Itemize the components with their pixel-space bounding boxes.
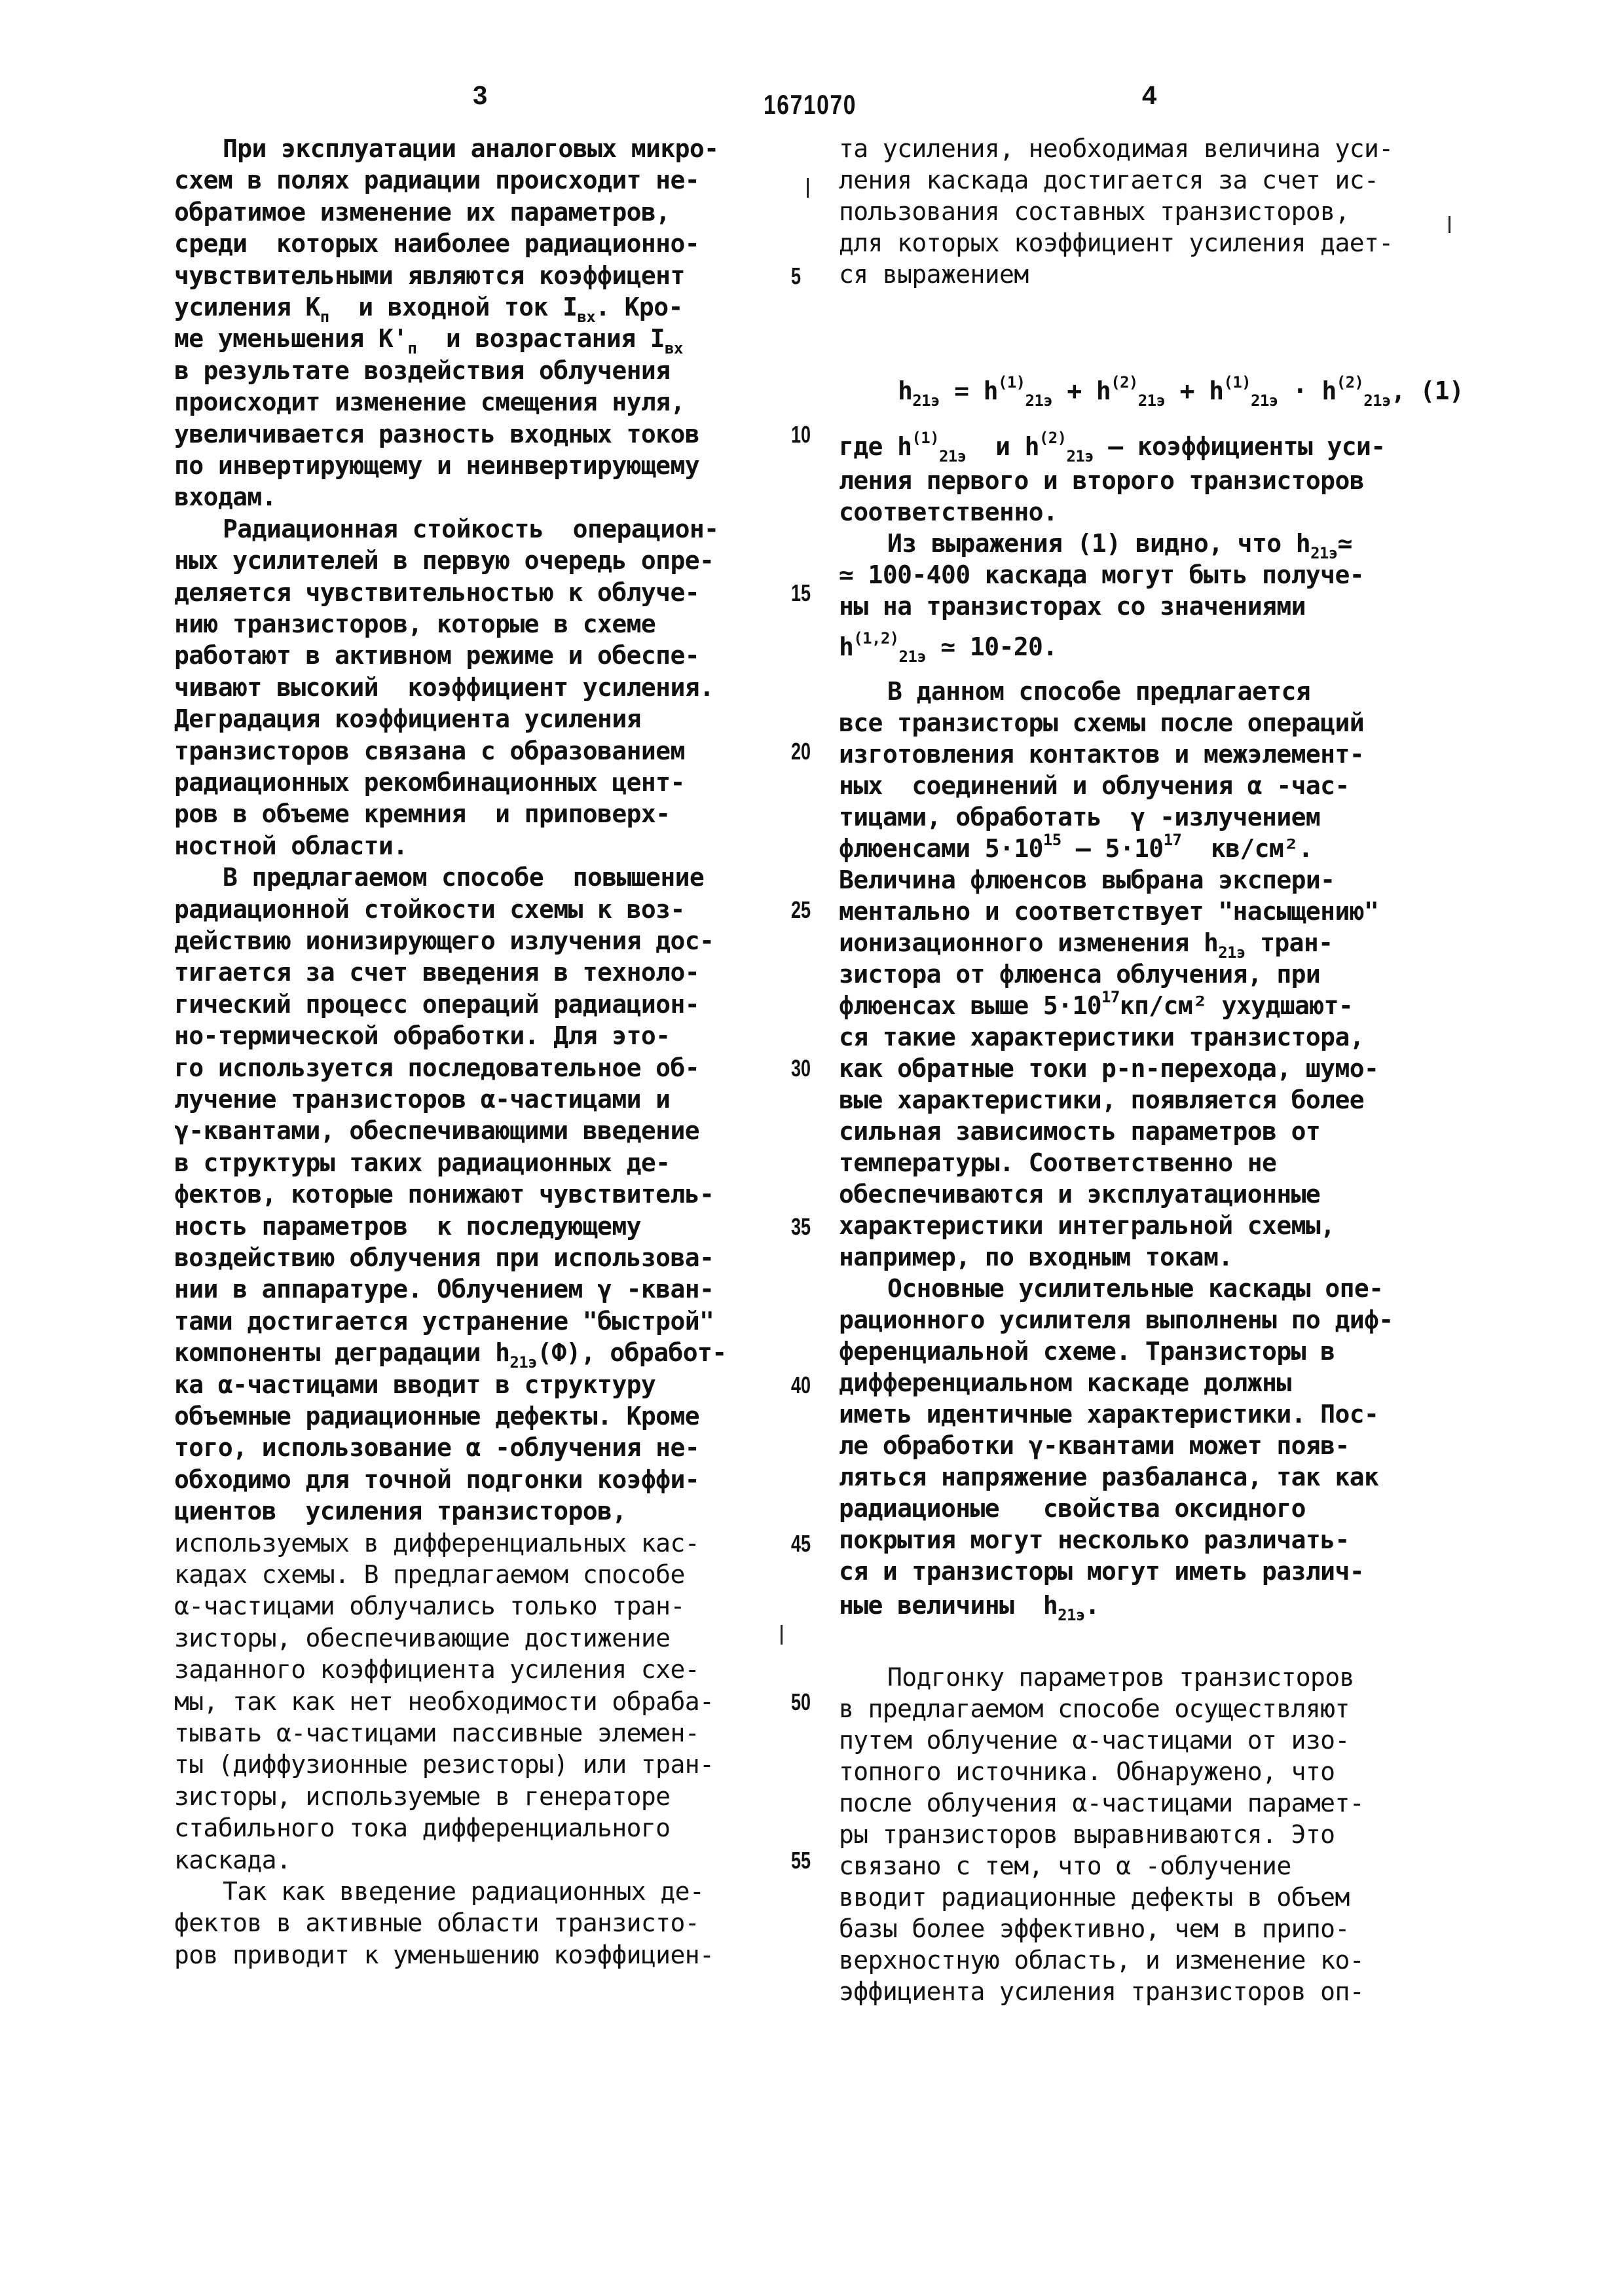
text-line: иметь идентичные характеристики. Пос-	[839, 1400, 1378, 1429]
text-line: обходимо для точной подгонки коэффи-	[174, 1465, 699, 1494]
text-segment: h	[898, 376, 912, 405]
text-line: гический процесс операций радиацион-	[174, 990, 699, 1019]
text-segment: кп/см² ухудшают-	[1120, 991, 1353, 1020]
text-line: го используется последовательное об-	[174, 1053, 699, 1082]
text-line: транзисторов связана с образованием	[174, 737, 685, 765]
text-segment: ные величины h	[839, 1591, 1058, 1620]
text-line	[839, 834, 1313, 863]
text-line: Радиационная стойкость операцион-	[223, 515, 718, 543]
text-line: ле обработки γ-квантами может появ-	[839, 1431, 1350, 1460]
text-segment: Из выражения (1) видно, что h	[887, 529, 1310, 558]
page-number-left: 3	[473, 81, 488, 111]
text-line	[887, 529, 1352, 558]
text-line: фектов, которые понижают чувствитель-	[174, 1180, 714, 1209]
subscript: 21э	[1138, 392, 1166, 410]
line-number: 10	[791, 421, 811, 448]
text-line: дифференциальном каскаде должны	[839, 1368, 1291, 1397]
text-segment: флюенсах выше 5·10	[839, 991, 1101, 1020]
text-segment: ≃ 10-20.	[926, 632, 1058, 661]
text-line: работают в активном режиме и обеспе-	[174, 641, 699, 670]
margin-mark	[1449, 216, 1450, 233]
superscript: (1)	[998, 373, 1025, 392]
text-line: лучение транзисторов α-частицами и	[174, 1085, 670, 1114]
text-line: воздействию облучения при использова-	[174, 1243, 714, 1272]
line-number: 45	[791, 1530, 811, 1558]
text-line: используемых в дифференциальных кас-	[174, 1529, 699, 1558]
text-line: ров приводит к уменьшению коэффициен-	[174, 1941, 714, 1969]
text-line	[839, 991, 1353, 1020]
text-line: действию ионизирующего излучения дос-	[174, 926, 714, 955]
text-segment: кв/см².	[1181, 834, 1313, 863]
text-line: характеристики интегральной схемы,	[839, 1211, 1335, 1240]
text-segment: = h	[940, 376, 998, 405]
text-segment: · h	[1278, 376, 1337, 405]
text-line: ляться напряжение разбаланса, так как	[839, 1463, 1378, 1491]
text-line: зисторы, обеспечивающие достижение	[174, 1624, 670, 1652]
text-line: нии в аппаратуре. Облучением γ -кван-	[174, 1275, 714, 1303]
text-line: радиационных рекомбинационных цент-	[174, 768, 685, 797]
text-line: соответственно.	[839, 498, 1058, 526]
text-segment: h	[839, 632, 853, 661]
text-segment: + h	[1165, 376, 1223, 405]
superscript: (2)	[1039, 429, 1067, 447]
superscript: (1)	[1223, 373, 1251, 392]
text-line	[839, 1591, 1099, 1620]
text-line: ры транзисторов выравниваются. Это	[839, 1820, 1335, 1849]
text-line: мы, так как нет необходимости обраба-	[174, 1687, 714, 1716]
text-line: связано с тем, что α -облучение	[839, 1851, 1291, 1880]
line-number: 55	[791, 1847, 811, 1874]
text-line: объемные радиационные дефекты. Кроме	[174, 1402, 699, 1430]
text-line: в структуры таких радиационных де-	[174, 1148, 670, 1177]
text-segment: компоненты деградации h	[174, 1338, 509, 1367]
text-line: базы более эффективно, чем в припо-	[839, 1914, 1350, 1943]
superscript: 17	[1164, 831, 1182, 849]
line-number: 15	[791, 579, 811, 607]
subscript: 21э	[1251, 392, 1278, 410]
text-line: Так как введение радиационных де-	[223, 1877, 704, 1906]
text-line: При эксплуатации аналоговых микро-	[223, 134, 718, 163]
subscript: п	[407, 339, 416, 357]
text-line: Деградация коэффициента усиления	[174, 704, 641, 733]
text-line: обеспечиваются и эксплуатационные	[839, 1180, 1320, 1209]
text-line: зисторы, используемые в генераторе	[174, 1782, 670, 1811]
text-segment: . Кро-	[595, 293, 683, 321]
text-line: заданного коэффициента усиления схе-	[174, 1655, 699, 1684]
text-line: например, по входным токам.	[839, 1243, 1233, 1271]
subscript: 21э	[1363, 392, 1391, 410]
text-segment: (Ф), обработ-	[537, 1338, 727, 1367]
text-line: ты (диффузионные резисторы) или тран-	[174, 1750, 714, 1779]
subscript: вх	[577, 308, 595, 326]
subscript: 21э	[1066, 447, 1094, 465]
text-line: В данном способе предлагается	[887, 677, 1310, 706]
text-line: нию транзисторов, которые в схеме	[174, 610, 655, 638]
text-segment: тран-	[1246, 928, 1333, 957]
text-line: ся выражением	[839, 260, 1029, 289]
line-number: 20	[791, 738, 811, 765]
superscript: (1)	[912, 429, 939, 447]
text-line: ся и транзисторы могут иметь различ-	[839, 1557, 1364, 1586]
text-segment: флюенсами 5·10	[839, 834, 1043, 863]
text-line: стабильного тока дифференциального	[174, 1813, 670, 1842]
text-line: чувствительными являются коэффицент	[174, 261, 685, 290]
text-line: рационного усилителя выполнены по диф-	[839, 1305, 1393, 1334]
page-number-right: 4	[1142, 81, 1157, 111]
text-line: происходит изменение смещения нуля,	[174, 388, 685, 416]
text-line: ностной области.	[174, 831, 407, 860]
text-line: кадах схемы. В предлагаемом способе	[174, 1560, 685, 1589]
text-line: ления каскада достигается за счет ис-	[839, 166, 1378, 194]
text-line: вводит радиационные дефекты в объем	[839, 1883, 1350, 1912]
text-segment: ионизационного изменения h	[839, 928, 1218, 957]
text-segment: где h	[839, 432, 912, 461]
text-line: среди которых наиболее радиационно-	[174, 229, 699, 258]
superscript: 17	[1101, 988, 1120, 1006]
text-segment: + h	[1052, 376, 1111, 405]
margin-mark	[781, 1625, 783, 1645]
text-line: обратимое изменение их параметров,	[174, 198, 670, 227]
superscript: (2)	[1337, 373, 1364, 392]
text-line: чивают высокий коэффициент усиления.	[174, 673, 714, 702]
patent-number: 1671070	[764, 89, 857, 120]
text-line: ных усилителей в первую очередь опре-	[174, 546, 714, 575]
text-line	[174, 293, 683, 321]
text-line: ления первого и второго транзисторов	[839, 466, 1364, 495]
line-number: 35	[791, 1213, 811, 1241]
subscript: вх	[665, 339, 683, 357]
text-line	[839, 632, 1058, 661]
text-line: ментально и соответствует "насыщению"	[839, 897, 1378, 926]
text-line: γ-квантами, обеспечивающими введение	[174, 1116, 699, 1145]
text-line: после облучения α-частицами парамет-	[839, 1789, 1364, 1817]
text-line: фектов в активные области транзисто-	[174, 1908, 699, 1937]
text-line: верхностную область, и изменение ко-	[839, 1946, 1364, 1975]
text-line: В предлагаемом способе повышение	[223, 863, 704, 892]
text-line	[174, 324, 683, 353]
text-line: все транзисторы схемы после операций	[839, 708, 1364, 737]
text-line: вые характеристики, появляется более	[839, 1085, 1364, 1114]
text-segment: и h	[967, 432, 1039, 461]
text-line	[174, 1338, 727, 1367]
text-line: зистора от флюенса облучения, при	[839, 960, 1320, 989]
text-line: тывать α-частицами пассивные элемен-	[174, 1719, 699, 1747]
superscript: (1,2)	[853, 629, 898, 647]
text-line: по инвертирующему и неинвертирующему	[174, 451, 699, 480]
formula	[839, 376, 1464, 405]
text-line: ференциальной схеме. Транзисторы в	[839, 1337, 1335, 1366]
text-line: как обратные токи p-n-перехода, шумо-	[839, 1054, 1378, 1083]
text-line: схем в полях радиации происходит не-	[174, 166, 699, 194]
line-number: 50	[791, 1688, 811, 1716]
text-line: каскада.	[174, 1846, 291, 1874]
line-number: 30	[791, 1055, 811, 1082]
text-line: Основные усилительные каскады опе-	[887, 1274, 1383, 1303]
text-line: радиационые свойства оксидного	[839, 1494, 1306, 1523]
text-line: ров в объеме кремния и приповерх-	[174, 799, 670, 828]
text-line: ся такие характеристики транзистора,	[839, 1023, 1364, 1051]
line-number: 5	[791, 263, 801, 290]
text-segment: – 5·10	[1061, 834, 1164, 863]
text-line: сильная зависимость параметров от	[839, 1117, 1320, 1146]
text-line: циентов усиления транзисторов,	[174, 1497, 627, 1525]
subscript: 21э	[912, 392, 940, 410]
formula-line	[839, 376, 1464, 405]
text-line: путем облучение α-частицами от изо-	[839, 1726, 1350, 1755]
text-segment: и возрастания I	[416, 324, 665, 353]
text-line: тицами, обработать γ -излучением	[839, 803, 1320, 831]
text-line: покрытия могут несколько различать-	[839, 1525, 1350, 1554]
subscript: 21э	[1058, 1606, 1085, 1624]
text-line: радиационной стойкости схемы к воз-	[174, 895, 685, 924]
text-segment: .	[1085, 1591, 1099, 1620]
text-line: для которых коэффициент усиления дает-	[839, 228, 1393, 257]
text-line: деляется чувствительностью к облуче-	[174, 578, 699, 607]
text-line: тигается за счет введения в техноло-	[174, 958, 699, 987]
text-segment: , (1)	[1391, 376, 1464, 405]
text-line: в предлагаемом способе осуществляют	[839, 1694, 1350, 1723]
subscript: 21э	[1025, 392, 1053, 410]
text-line: Величина флюенсов выбрана экспери-	[839, 866, 1335, 894]
text-line: того, использование α -облучения не-	[174, 1433, 699, 1462]
text-line: изготовления контактов и межэлемент-	[839, 740, 1364, 769]
text-line: ных соединений и облучения α -час-	[839, 771, 1350, 800]
superscript: 15	[1043, 831, 1061, 849]
text-line: топного источника. Обнаружено, что	[839, 1757, 1335, 1786]
text-line: увеличивается разность входных токов	[174, 420, 699, 448]
text-line: та усиления, необходимая величина уси-	[839, 134, 1393, 163]
text-line: входам.	[174, 483, 276, 511]
line-number: 40	[791, 1372, 811, 1399]
text-line: ≃ 100-400 каскада могут быть получе-	[839, 560, 1364, 589]
subscript: 21э	[1310, 544, 1338, 562]
text-segment: ме уменьшения K'	[174, 324, 407, 353]
text-line: ны на транзисторах со значениями	[839, 592, 1306, 621]
text-segment: усиления K	[174, 293, 320, 321]
text-line: α-частицами облучались только тран-	[174, 1592, 685, 1620]
text-line: Подгонку параметров транзисторов	[887, 1663, 1354, 1692]
line-number: 25	[791, 896, 811, 924]
text-line: но-термической обработки. Для это-	[174, 1021, 670, 1050]
text-line: в результате воздействия облучения	[174, 356, 670, 385]
margin-mark	[807, 178, 809, 198]
text-line: ность параметров к последующему	[174, 1212, 641, 1241]
subscript: 21э	[939, 447, 967, 465]
text-line: температуры. Соответственно не	[839, 1148, 1276, 1177]
subscript: 21э	[1218, 943, 1246, 962]
subscript: п	[320, 308, 329, 326]
text-line	[839, 928, 1333, 957]
text-line: ка α-частицами вводит в структуру	[174, 1370, 655, 1399]
text-segment: ≃	[1338, 529, 1352, 558]
subscript: 21э	[509, 1353, 537, 1372]
subscript: 21э	[899, 647, 927, 666]
text-line: пользования составных транзисторов,	[839, 197, 1350, 226]
text-segment: и входной ток I	[329, 293, 578, 321]
text-line: тами достигается устранение "быстрой"	[174, 1307, 714, 1336]
text-line: эффициента усиления транзисторов оп-	[839, 1977, 1364, 2006]
superscript: (2)	[1111, 373, 1138, 392]
text-line	[839, 432, 1386, 461]
text-segment: – коэффициенты уси-	[1094, 432, 1386, 461]
